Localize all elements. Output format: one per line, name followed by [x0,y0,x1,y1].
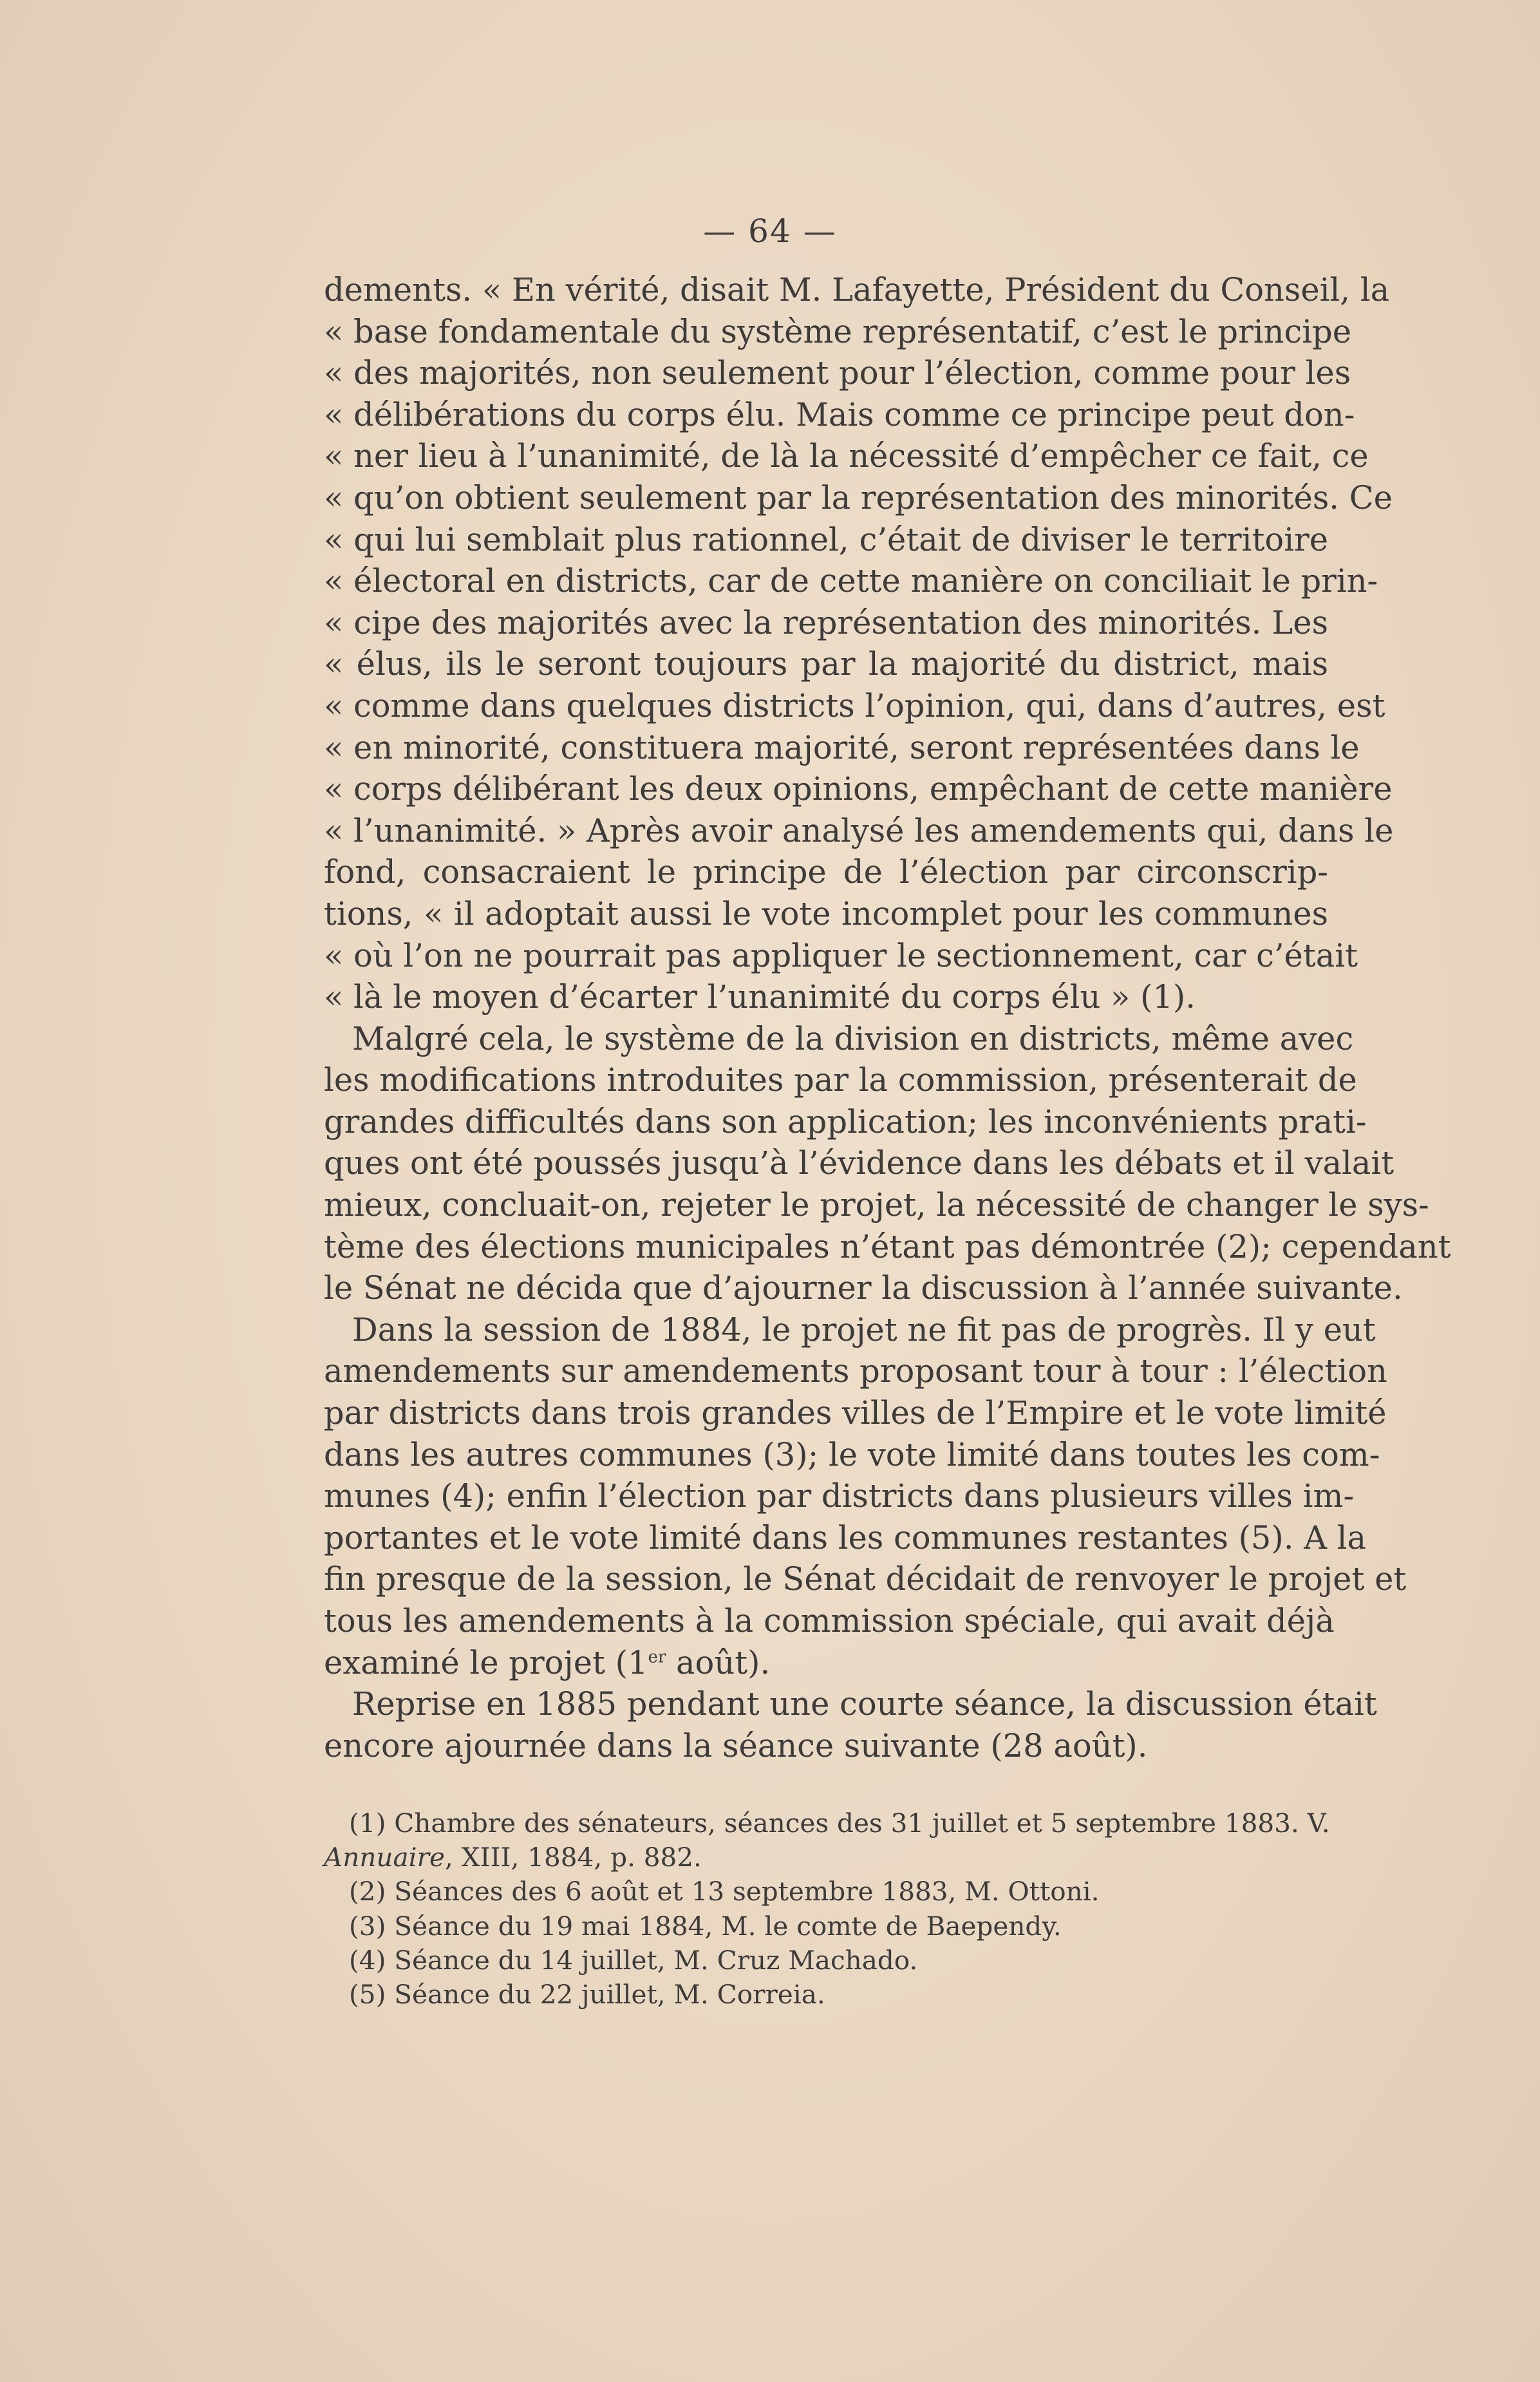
footnote-3: (3) Séance du 19 mai 1884, M. le comte de Baependy. [349,1910,1062,1942]
text-line: « base fondamentale du système représentatif, c’est le principe [324,312,1352,350]
footnote-5: (5) Séance du 22 juillet, M. Correia. [349,1978,825,2010]
text-line: par districts dans trois grandes villes de l’Empire et le vote limité [324,1394,1387,1432]
paragraph-start: Malgré cela, le système de la division en districts, même avec [352,1019,1354,1057]
text-line: « électoral en districts, car de cette manière on conciliait le prin- [324,562,1378,600]
text-line [324,1642,1328,1684]
text-line: dans les autres communes (3); le vote limité dans toutes les com- [324,1435,1380,1473]
text-line: mieux, concluait-on, rejeter le projet, la nécessité de changer le sys- [324,1186,1429,1224]
text-line: « où l’on ne pourrait pas appliquer le sectionnement, car c’était [324,936,1358,974]
text-line: « élus, ils le seront toujours par la majorité du district, mais [324,645,1328,683]
footnote-4: (4) Séance du 14 juillet, M. Cruz Machado. [349,1944,918,1976]
paragraph-start: Reprise en 1885 pendant une courte séance, la discussion était [352,1685,1377,1723]
footnote-1-reference: , XIII, 1884, p. 882. [444,1842,702,1873]
examine-after: août). [666,1643,771,1681]
text-line: « là le moyen d’écarter l’unanimité du corps élu » (1). [324,978,1196,1016]
text-line: munes (4); enfin l’élection par districts dans plusieurs villes im- [324,1477,1355,1515]
text-line: « des majorités, non seulement pour l’élection, comme pour les [324,354,1351,392]
text-line: « délibérations du corps élu. Mais comme ce principe peut don- [324,395,1355,433]
examine-before: examiné le projet (1 [324,1643,648,1681]
text-line: dements. « En vérité, disait M. Lafayette, Président du Conseil, la [324,271,1390,308]
text-line: tions, « il adoptait aussi le vote incomplet pour les communes [324,894,1328,932]
text-line: ques ont été poussés jusqu’à l’évidence dans les débats et il valait [324,1144,1394,1182]
paragraph-start: Dans la session de 1884, le projet ne fit pas de progrès. Il y eut [352,1310,1376,1348]
footnote-1: (1) Chambre des sénateurs, séances des 31 juillet et 5 septembre 1883. V. [349,1808,1330,1838]
footnotes [324,1806,1328,2012]
footnote-2: (2) Séances des 6 août et 13 septembre 1883, M. Ottoni. [349,1876,1100,1907]
text-line: tous les amendements à la commission spéciale, qui avait déjà [324,1602,1335,1640]
text-line: le Sénat ne décida que d’ajourner la discussion à l’année suivante. [324,1269,1403,1307]
text-line: fond, consacraient le principe de l’élection par circonscrip- [324,853,1328,891]
text-line: les modifications introduites par la commission, présenterait de [324,1061,1357,1099]
annuaire-title: Annuaire [324,1842,445,1873]
text-line: « en minorité, constituera majorité, seront représentées dans le [324,728,1360,766]
text-line: « qu’on obtient seulement par la représentation des minorités. Ce [324,478,1393,516]
text-line: « qui lui semblait plus rationnel, c’était de diviser le territoire [324,520,1328,558]
text-line: portantes et le vote limité dans les communes restantes (5). A la [324,1518,1367,1556]
text-line: « cipe des majorités avec la représentation des minorités. Les [324,603,1328,641]
text-line: encore ajournée dans la séance suivante (28 août). [324,1726,1148,1764]
text-line: fin presque de la session, le Sénat décidait de renvoyer le projet et [324,1560,1407,1598]
text-line: « ner lieu à l’unanimité, de là la nécessité d’empêcher ce fait, ce [324,437,1369,475]
text-line: grandes difficultés dans son application; les inconvénients prati- [324,1102,1367,1140]
text-line: « comme dans quelques districts l’opinion, qui, dans d’autres, est [324,686,1385,724]
main-text [324,269,1451,1766]
text-line: tème des élections municipales n’étant pas démontrée (2); cependant [324,1227,1451,1265]
superscript: er [648,1647,666,1667]
text-line: « corps délibérant les deux opinions, empêchant de cette manière [324,770,1393,808]
text-line: amendements sur amendements proposant tour à tour : l’élection [324,1352,1387,1390]
text-line: « l’unanimité. » Après avoir analysé les amendements qui, dans le [324,811,1394,849]
footnote-1-continued [324,1840,1328,1875]
page-number: — 64 — [703,213,837,250]
